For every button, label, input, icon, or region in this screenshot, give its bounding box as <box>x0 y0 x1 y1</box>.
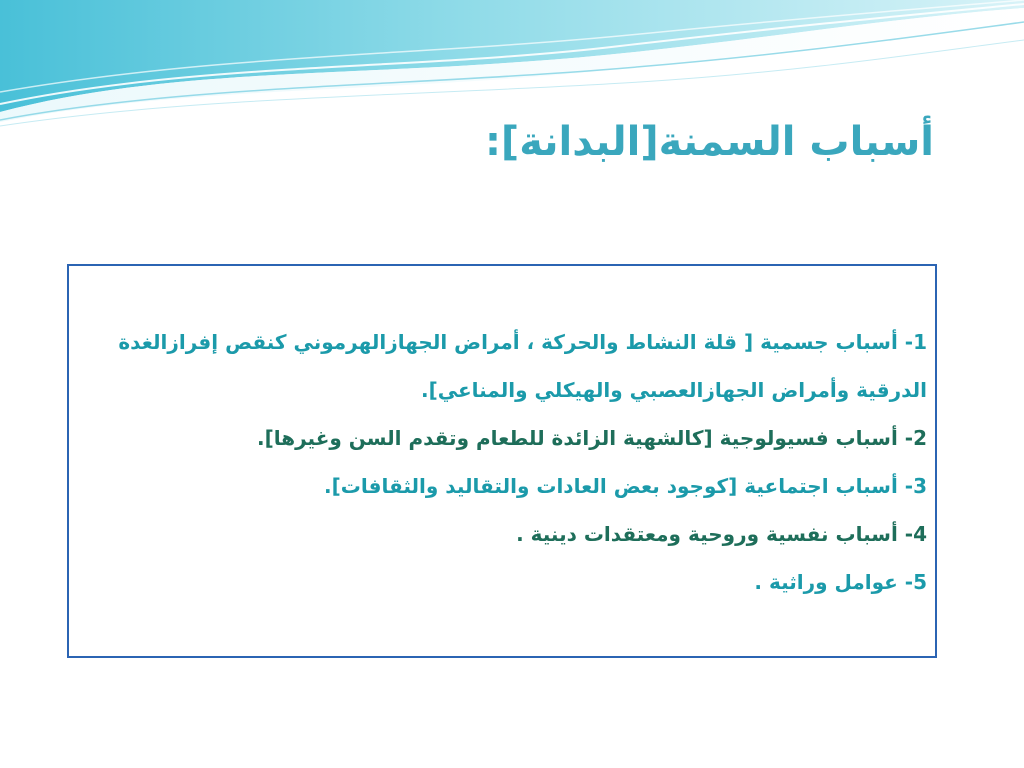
list-item: 2- أسباب فسيولوجية [كالشهية الزائدة للطعام وتقدم السن وغيرها]. <box>257 426 927 450</box>
list-item: 1- أسباب جسمية [ قلة النشاط والحركة ، أمراض الجهازالهرموني كنقص إفرازالغدة الدرقية وأمراض الجهازالعصبي والهيكلي والمناعي]. <box>118 330 927 402</box>
header-wave-decoration <box>0 0 1024 130</box>
list-item: 3- أسباب اجتماعية [كوجود بعض العادات والتقاليد والثقافات]. <box>324 474 927 498</box>
slide-title: أسباب السمنة[البدانة]: <box>484 119 934 165</box>
content-box <box>67 264 937 658</box>
list-item: 5- عوامل وراثية . <box>754 570 927 594</box>
list-item: 4- أسباب نفسية وروحية ومعتقدات دينية . <box>516 522 927 546</box>
causes-list <box>91 318 927 606</box>
